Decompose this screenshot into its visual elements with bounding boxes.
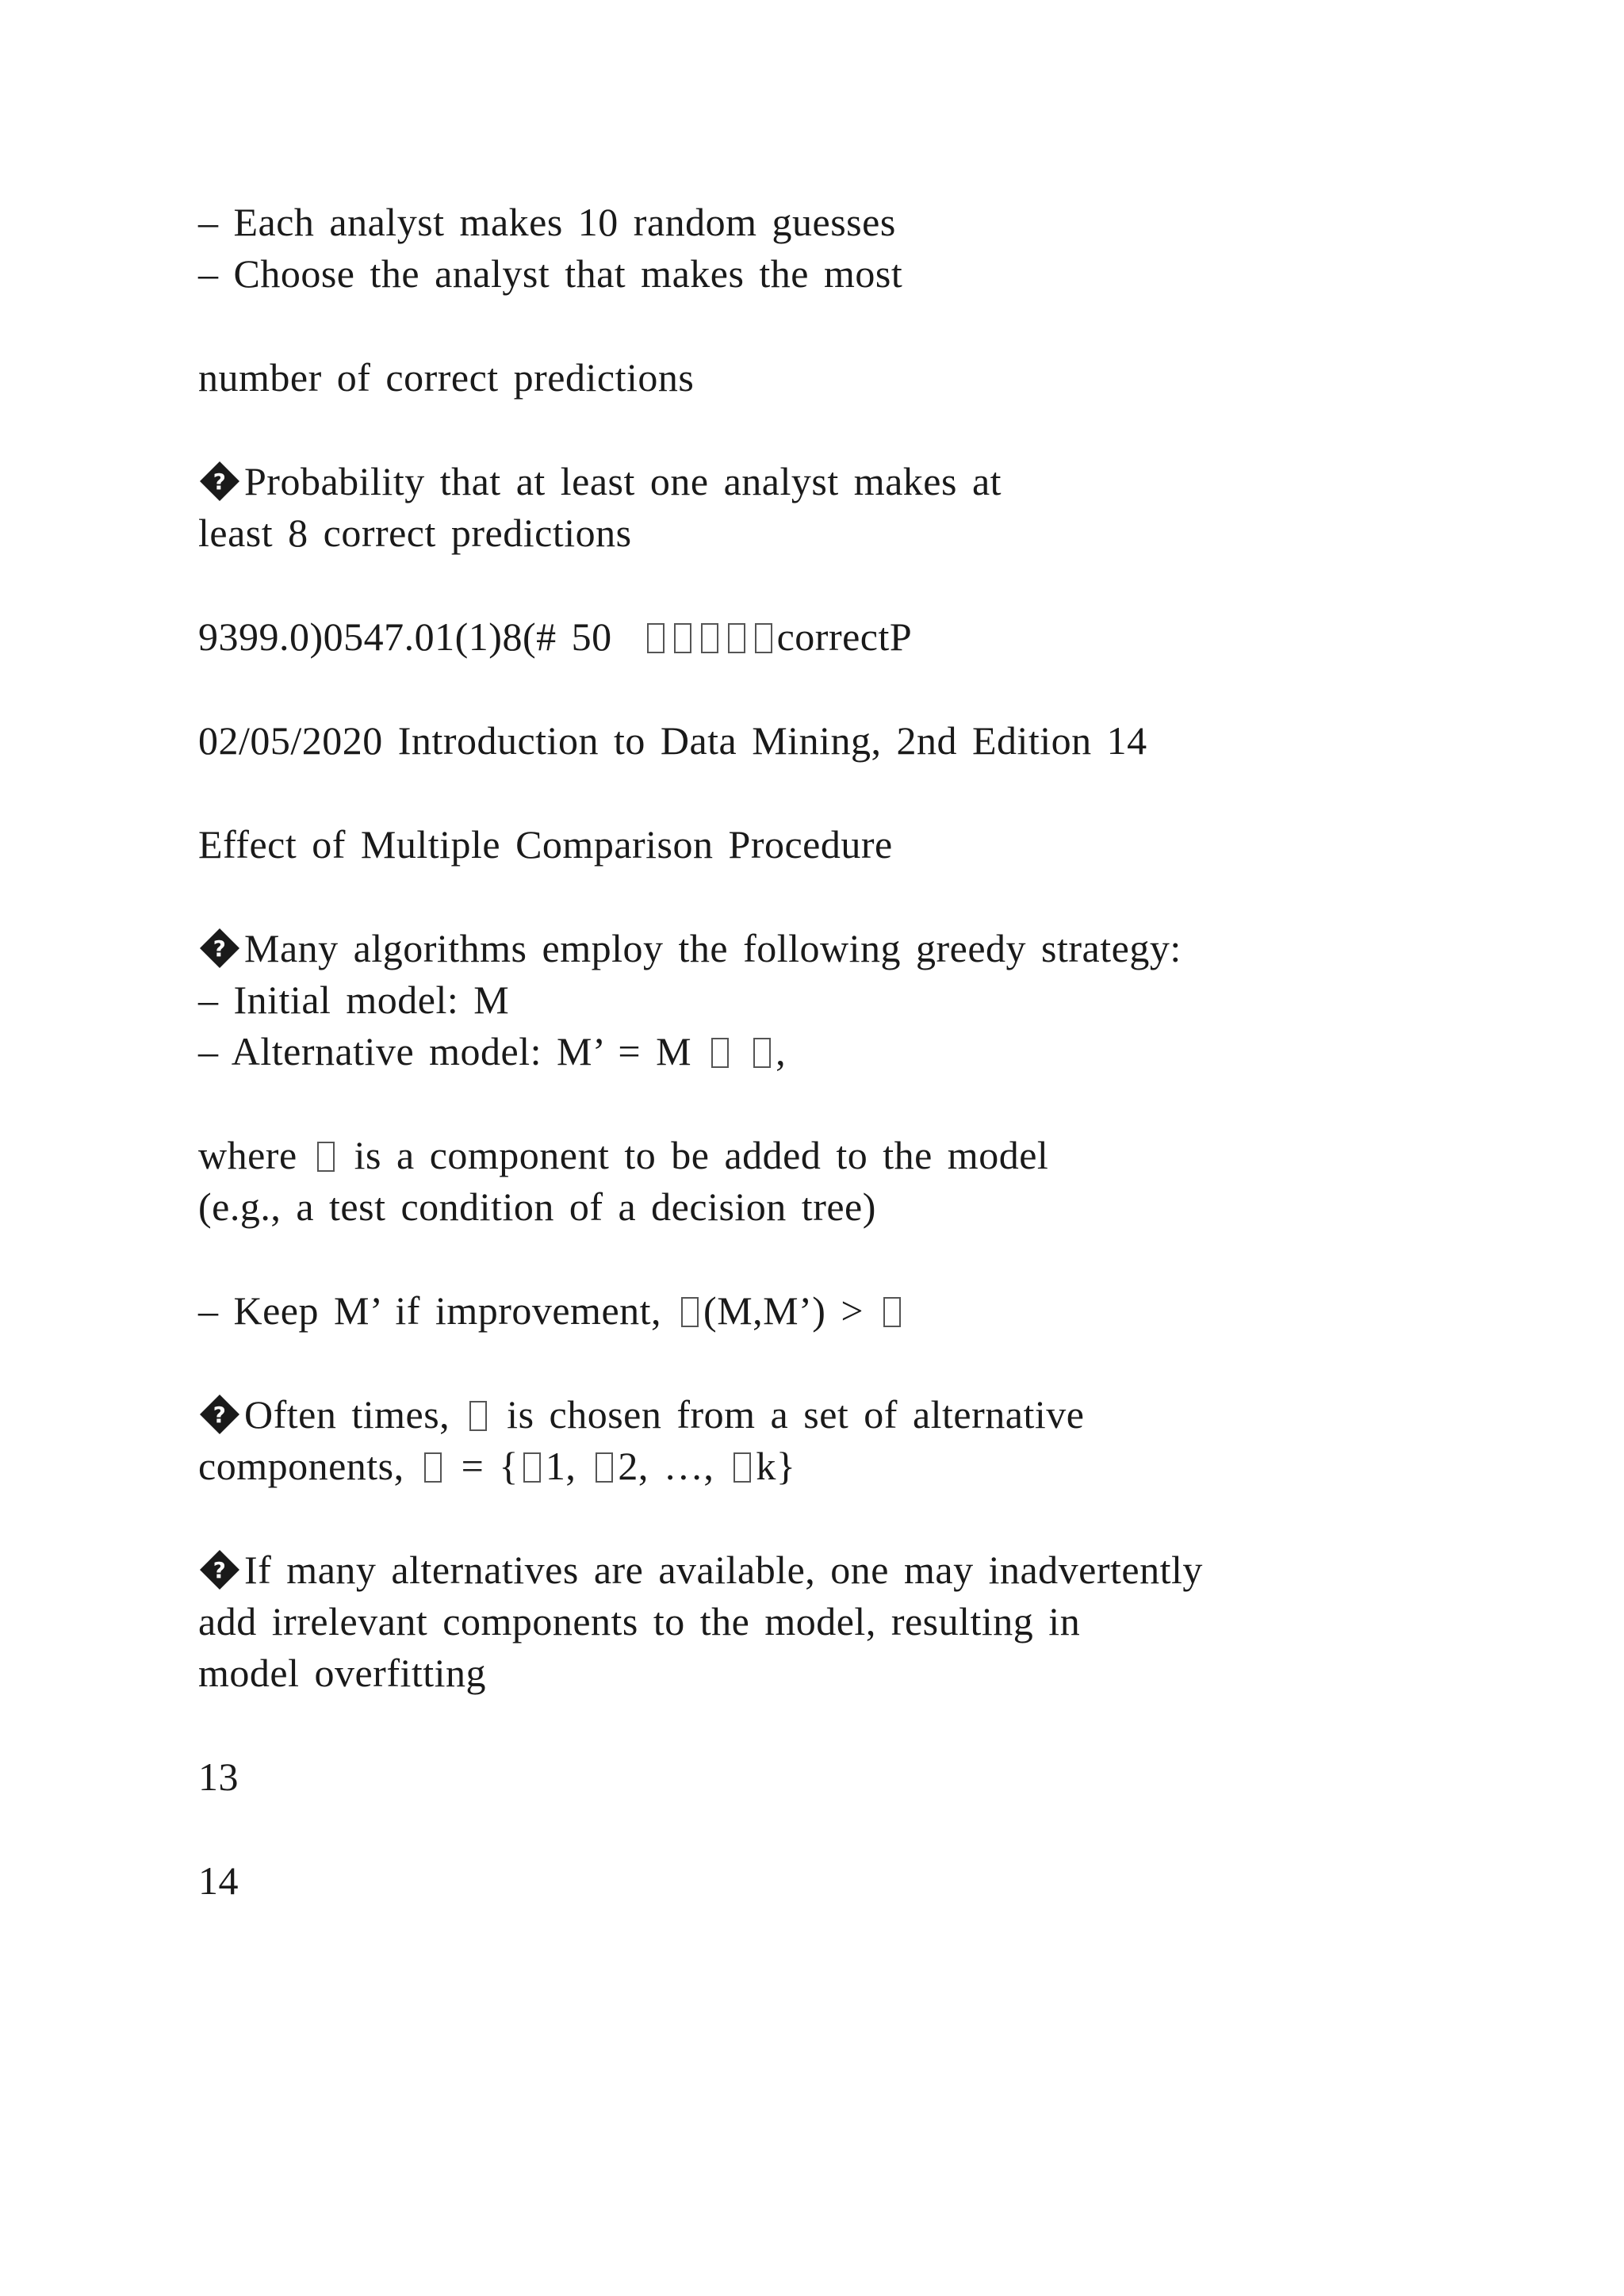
text-span: = {	[461, 1444, 519, 1488]
text-span: (M,M’) >	[703, 1288, 864, 1333]
missing-glyph-box-icon	[753, 1038, 771, 1068]
slide-title: Effect of Multiple Comparison Procedure	[198, 822, 893, 867]
text-span: Probability that at least one analyst makes at	[244, 459, 1002, 503]
bullet-line	[198, 1389, 1562, 1441]
replacement-character-icon	[198, 927, 241, 970]
text-span: 1,	[545, 1444, 576, 1488]
text-line	[198, 1285, 1562, 1337]
text-line: number of correct predictions	[198, 355, 695, 400]
text-span: is chosen from a set of alternative	[507, 1392, 1085, 1437]
text-line	[198, 1441, 1562, 1492]
missing-glyph-box-icon	[523, 1452, 541, 1483]
text-span: Often times,	[244, 1392, 450, 1437]
text-span: where	[198, 1133, 297, 1177]
missing-glyph-box-icon	[701, 623, 718, 653]
text-line: least 8 correct predictions	[198, 511, 632, 555]
blank-line	[198, 1337, 1562, 1389]
text-span: – Keep M’ if improvement,	[198, 1288, 662, 1333]
text-span: – Alternative model: M’ = M	[198, 1029, 692, 1073]
replacement-character-icon	[198, 1393, 241, 1436]
blank-line	[198, 871, 1562, 923]
bullet-line	[198, 923, 1562, 974]
replacement-character-icon	[198, 1548, 241, 1591]
bullet-line	[198, 1544, 1562, 1596]
missing-glyph-box-icon	[755, 623, 772, 653]
text-span: k}	[756, 1444, 796, 1488]
blank-line	[198, 300, 1562, 352]
blank-line	[198, 559, 1562, 611]
text-span: ,	[776, 1029, 787, 1073]
missing-glyph-box-icon	[317, 1142, 335, 1172]
missing-glyph-box-icon	[596, 1452, 613, 1483]
blank-line	[198, 1233, 1562, 1285]
blank-line	[198, 1803, 1562, 1855]
blank-line	[198, 1699, 1562, 1751]
text-span: 9399.0)0547.01(1)8(# 50	[198, 614, 612, 659]
text-line: add irrelevant components to the model, resulting in	[198, 1599, 1081, 1644]
text-line: – Each analyst makes 10 random guesses	[198, 200, 896, 244]
text-line: model overfitting	[198, 1651, 487, 1695]
text-line: – Choose the analyst that makes the most	[198, 251, 903, 296]
bullet-line	[198, 456, 1562, 507]
missing-glyph-box-icon	[469, 1401, 487, 1431]
text-span: components,	[198, 1444, 404, 1488]
text-line: – Initial model: M	[198, 978, 510, 1022]
text-line: (e.g., a test condition of a decision tree)	[198, 1184, 876, 1229]
text-span: If many alternatives are available, one may inadvertently	[244, 1548, 1203, 1592]
missing-glyph-box-icon	[733, 1452, 751, 1483]
missing-glyph-box-icon	[883, 1297, 901, 1327]
text-span: correctP	[776, 614, 913, 659]
missing-glyph-box-icon	[681, 1297, 699, 1327]
svg-text:?: ?	[213, 1557, 227, 1583]
formula-line	[198, 611, 1562, 663]
svg-text:?: ?	[213, 469, 227, 495]
text-line	[198, 1130, 1562, 1181]
blank-line	[198, 663, 1562, 715]
slide-text-content	[198, 197, 1562, 1907]
blank-line	[198, 767, 1562, 819]
svg-text:?: ?	[213, 1402, 227, 1428]
svg-text:?: ?	[213, 936, 227, 962]
text-span: 2, …,	[618, 1444, 714, 1488]
page-number: 13	[198, 1755, 239, 1799]
text-line	[198, 1026, 1562, 1077]
missing-glyph-box-icon	[711, 1038, 729, 1068]
missing-glyph-box-icon	[647, 623, 665, 653]
text-span: Many algorithms employ the following greedy strategy:	[244, 926, 1182, 970]
blank-line	[198, 1077, 1562, 1130]
text-span: is a component to be added to the model	[354, 1133, 1049, 1177]
slide-footer-line: 02/05/2020 Introduction to Data Mining, 2nd Edition 14	[198, 718, 1147, 763]
missing-glyph-box-icon	[728, 623, 745, 653]
blank-line	[198, 404, 1562, 456]
blank-line	[198, 1492, 1562, 1544]
replacement-character-icon	[198, 460, 241, 503]
missing-glyph-box-icon	[674, 623, 691, 653]
page-number: 14	[198, 1858, 239, 1903]
missing-glyph-box-icon	[424, 1452, 442, 1483]
